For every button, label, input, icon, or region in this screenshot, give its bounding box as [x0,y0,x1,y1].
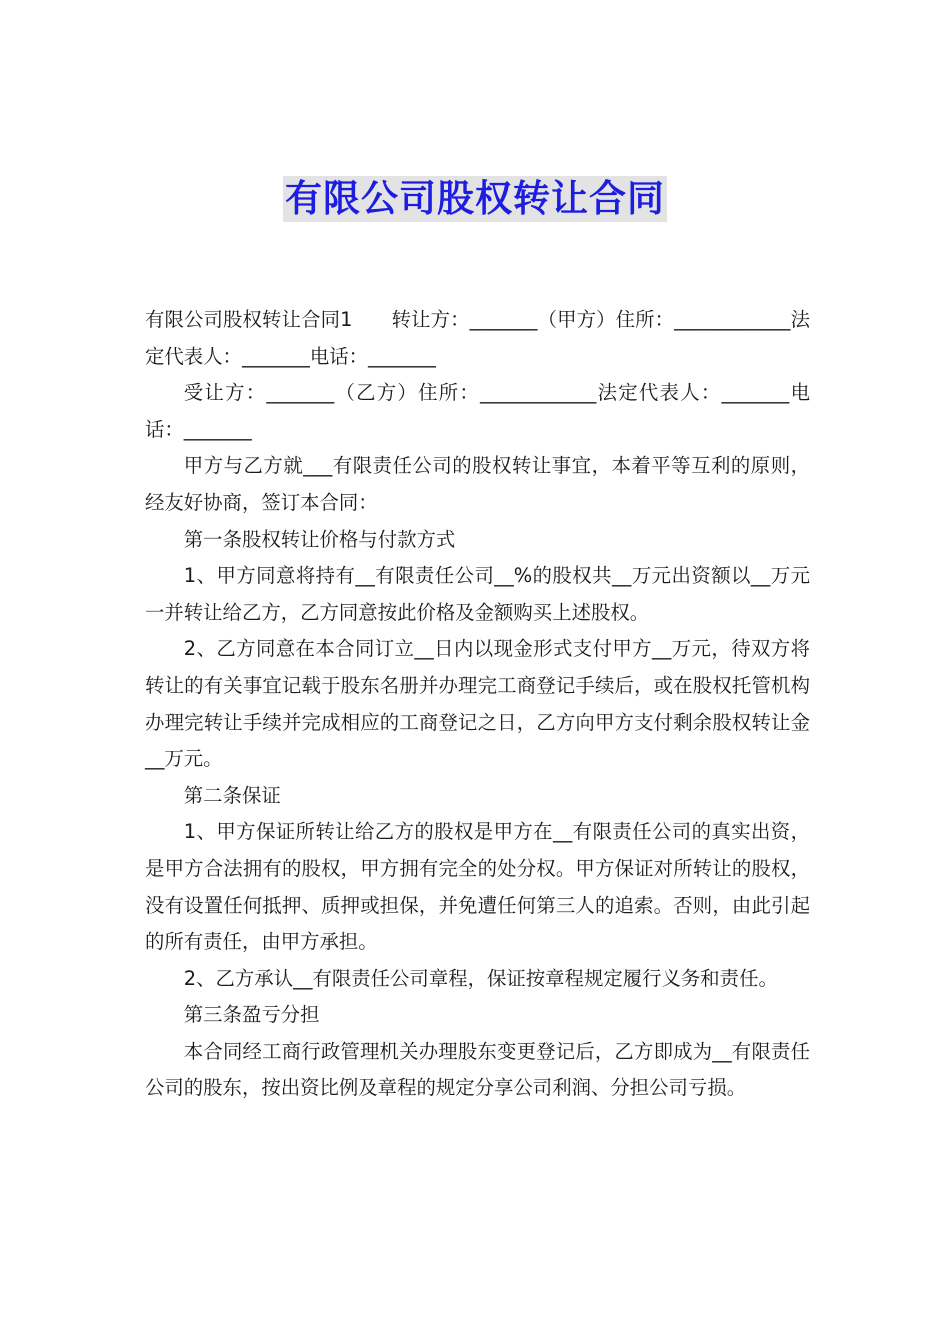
article-1-heading: 第一条股权转让价格与付款方式 [183,527,456,551]
title-container [0,176,950,222]
document-body [145,302,810,1107]
article-2-heading: 第二条保证 [183,783,281,807]
paragraph-parties-transferor: 有限公司股权转让合同1 转让方：_______（甲方）住所：____________法定代表人：_______电话：_______ [145,308,810,368]
paragraph-preamble: 甲方与乙方就___有限责任公司的股权转让事宜，本着平等互利的原则，经友好协商，签订本合同： [145,454,810,514]
article-3-clause-1: 本合同经工商行政管理机关办理股东变更登记后，乙方即成为__有限责任公司的股东，按出资比例及章程的规定分享公司利润、分担公司亏损。 [145,1039,810,1100]
article-1-clause-1: 1、甲方同意将持有__有限责任公司__%的股权共__万元出资额以__万元一并转让给乙方，乙方同意按此价格及金额购买上述股权。 [145,564,810,624]
article-3-heading: 第三条盈亏分担 [183,1003,320,1027]
article-2-clause-1: 1、甲方保证所转让给乙方的股权是甲方在__有限责任公司的真实出资，是甲方合法拥有的股权，甲方拥有完全的处分权。甲方保证对所转让的股权，没有设置任何抵押、质押或担保，并免遭任何第三人的追索。否则，由此引起的所有责任，由甲方承担。 [145,820,810,954]
paragraph-parties-transferee: 受让方：_______（乙方）住所：____________法定代表人：_______电话：_______ [145,381,810,441]
article-2-clause-2: 2、乙方承认__有限责任公司章程，保证按章程规定履行义务和责任。 [183,966,778,990]
article-1-clause-2: 2、乙方同意在本合同订立__日内以现金形式支付甲方__万元，待双方将转让的有关事宜记载于股东名册并办理完工商登记手续后，或在股权托管机构办理完转让手续并完成相应的工商登记之日，乙方向甲方支付剩余股权转让金__万元。 [145,637,810,771]
document-title: 有限公司股权转让合同 [285,177,665,220]
